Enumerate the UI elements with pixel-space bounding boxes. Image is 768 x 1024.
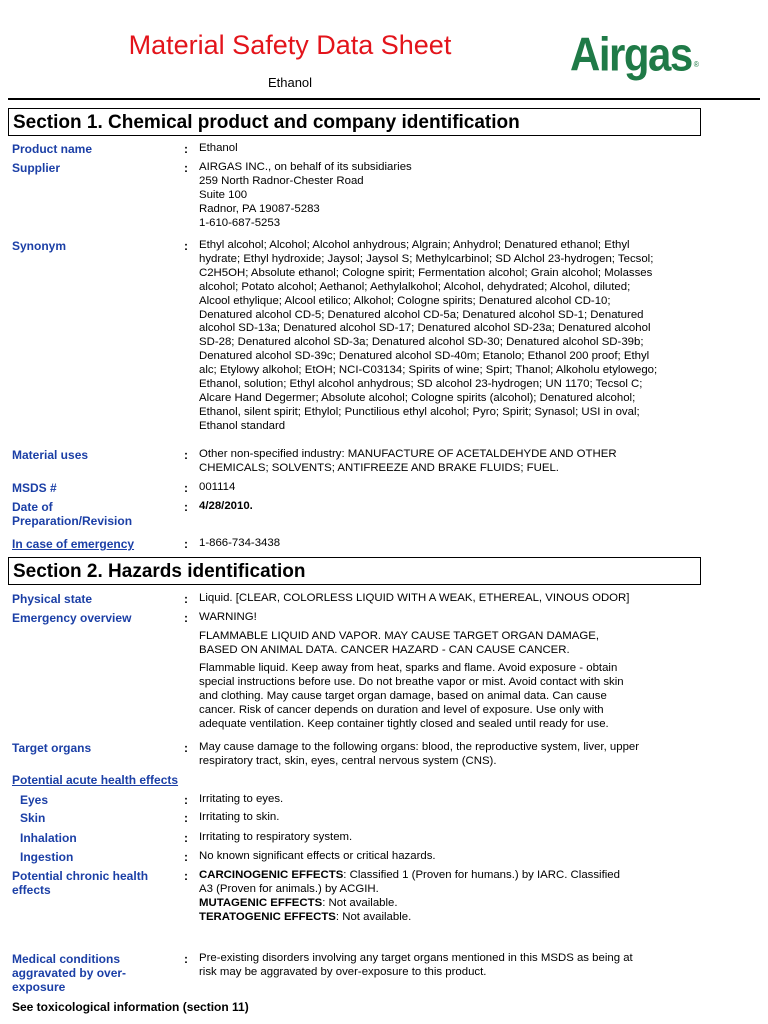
hazard-statement [199, 630, 704, 658]
material-uses-value [199, 448, 704, 476]
colon: : [184, 741, 188, 755]
synonym-line: alcohol SD-13a; Denatured alcohol SD-17; Denatured alcohol SD-23a; Denatured alcohol [199, 322, 651, 335]
colon: : [184, 161, 188, 175]
colon: : [184, 448, 188, 462]
registered-mark: ® [693, 61, 699, 70]
precaution-line: cancer. Risk of cancer depends on duration and level of exposure. Use only with [199, 703, 604, 716]
carcinogenic-text: : Classified 1 (Proven for humans.) by IARC. Classified [343, 869, 620, 881]
teratogenic-line [199, 911, 704, 925]
colon: : [184, 611, 188, 625]
hazard-line: FLAMMABLE LIQUID AND VAPOR. MAY CAUSE TARGET ORGAN DAMAGE, [199, 630, 600, 642]
colon: : [184, 811, 188, 825]
skin-value: Irritating to skin. [199, 811, 280, 823]
target-organs-value [199, 741, 704, 769]
carcinogenic-line: A3 (Proven for animals.) by ACGIH. [199, 882, 379, 895]
physical-state-label: Physical state [12, 592, 93, 606]
inhalation-label: Inhalation [20, 831, 77, 845]
colon: : [184, 850, 188, 864]
product-name-label: Product name [12, 142, 93, 156]
teratogenic-term: TERATOGENIC EFFECTS [199, 910, 336, 923]
medical-line: risk may be aggravated by over-exposure to this product. [199, 965, 487, 978]
date-value: 4/28/2010. [199, 500, 253, 512]
colon: : [184, 142, 188, 156]
emergency-link[interactable]: In case of emergency [12, 537, 135, 551]
medical-label-line: aggravated by over- [12, 966, 127, 980]
mutagenic-text: : Not available. [322, 896, 398, 909]
synonym-line: Alcare Hand Degermer; Absolute alcohol; Cologne spirits (alcohol); Denatured alcohol; [199, 391, 636, 404]
synonym-line: Denatured alcohol CD-5; Denatured alcohol CD-5a; Denatured alcohol SD-1; Denatured [199, 308, 644, 321]
precaution-statement [199, 662, 704, 732]
precaution-line: and clothing. May cause target organ damage, based on animal data. Can cause [199, 689, 607, 702]
supplier-label: Supplier [12, 161, 61, 175]
colon: : [184, 537, 188, 551]
synonym-line: Ethanol, silent spirit; Ethylol; Punctilious ethyl alcohol; Pyro; Spirit; Synasol; USI in oval; [199, 405, 640, 418]
synonym-line: SD-28; Denatured alcohol SD-3a; Denatured alcohol SD-30; Denatured alcohol SD-39b; [199, 336, 644, 349]
target-organs-line: respiratory tract, skin, eyes, central nervous system (CNS). [199, 754, 497, 767]
material-uses-line: Other non-specified industry: MANUFACTURE OF ACETALDEHYDE AND OTHER [199, 448, 617, 460]
supplier-phone: 1-610-687-5253 [199, 216, 281, 229]
ingestion-label: Ingestion [20, 850, 74, 864]
msds-number-value: 001114 [199, 481, 236, 493]
supplier-address [199, 161, 704, 231]
toxicology-reference: See toxicological information (section 11) [12, 1000, 249, 1014]
date-label-line: Date of [12, 500, 53, 514]
medical-conditions-value [199, 952, 704, 980]
emergency-warning: WARNING! [199, 611, 257, 623]
colon: : [184, 831, 188, 845]
colon: : [184, 500, 188, 514]
mutagenic-line [199, 897, 704, 911]
supplier-line: AIRGAS INC., on behalf of its subsidiaries [199, 161, 412, 173]
chronic-label-line: Potential chronic health [12, 869, 149, 883]
airgas-logo [570, 28, 697, 82]
synonym-line: hydrate; Ethyl hydroxide; Jaysol; Jaysol S; Methylcarbinol; SD Alchol 23-hydrogen; Tecsol; [199, 252, 654, 265]
supplier-line: 259 North Radnor-Chester Road [199, 174, 364, 187]
material-uses-line: CHEMICALS; SOLVENTS; ANTIFREEZE AND BRAKE FLUIDS; FUEL. [199, 461, 559, 474]
precaution-line: adequate ventilation. Keep container tightly closed and sealed until ready for use. [199, 717, 609, 730]
carcinogenic-term: CARCINOGENIC EFFECTS [199, 869, 344, 881]
chronic-effects-label [12, 869, 180, 897]
supplier-line: Radnor, PA 19087-5283 [199, 202, 320, 215]
inhalation-value: Irritating to respiratory system. [199, 831, 353, 843]
supplier-line: Suite 100 [199, 188, 248, 201]
mutagenic-term: MUTAGENIC EFFECTS [199, 896, 323, 909]
document-title: Material Safety Data Sheet [128, 30, 452, 60]
synonym-line: alcohol; Potato alcohol; Aethanol; Aethylalkohol; Alcohol, dehydrated; Alcohol, diluted; [199, 280, 631, 293]
section-2-heading: Section 2. Hazards identification [8, 557, 701, 585]
logo-text: Airgas [570, 28, 692, 81]
target-organs-line: May cause damage to the following organs: blood, the reproductive system, liver, upper [199, 741, 640, 753]
product-name-value: Ethanol [199, 142, 238, 154]
synonym-label: Synonym [12, 239, 67, 253]
skin-label: Skin [20, 811, 46, 825]
synonym-line: alc; Etylowy alkohol; EtOH; NCI-C03134; Spirits of wine; Spirt; Thanol; Alkoholu etylowego; [199, 364, 658, 377]
colon: : [184, 869, 188, 883]
carcinogenic-line [199, 869, 704, 883]
colon: : [184, 239, 188, 253]
acute-effects-link[interactable]: Potential acute health effects [12, 773, 179, 787]
header-divider [8, 98, 760, 100]
document-subtitle: Ethanol [267, 75, 313, 90]
emergency-phone: 1-866-734-3438 [199, 537, 281, 549]
precaution-line: special instructions before use. Do not breathe vapor or mist. Avoid contact with skin [199, 675, 624, 688]
colon: : [184, 481, 188, 495]
eyes-label: Eyes [20, 793, 49, 807]
section-1-heading: Section 1. Chemical product and company identification [8, 108, 701, 136]
target-organs-label: Target organs [12, 741, 92, 755]
synonym-line: C2H5OH; Absolute ethanol; Cologne spirit; Fermentation alcohol; Grain alcohol; Molasses [199, 266, 653, 279]
colon: : [184, 592, 188, 606]
medical-label-line: exposure [12, 980, 66, 994]
synonym-line: Denatured alcohol SD-39c; Denatured alcohol SD-40m; Etanolo; Ethanol 200 proof; Ethyl [199, 350, 650, 363]
precaution-line: Flammable liquid. Keep away from heat, sparks and flame. Avoid exposure - obtain [199, 662, 618, 674]
synonym-list [199, 239, 704, 434]
medical-label-line: Medical conditions [12, 952, 121, 966]
colon: : [184, 952, 188, 966]
colon: : [184, 793, 188, 807]
chronic-label-line: effects [12, 883, 51, 897]
date-label [12, 500, 180, 528]
synonym-line: Ethanol, solution; Ethyl alcohol anhydrous; SD alcohol 23-hydrogen; UN 1170; Tecsol C; [199, 378, 643, 391]
hazard-line: BASED ON ANIMAL DATA. CANCER HAZARD - CAN CAUSE CANCER. [199, 643, 570, 656]
medical-conditions-label [12, 952, 180, 994]
material-uses-label: Material uses [12, 448, 89, 462]
ingestion-value: No known significant effects or critical hazards. [199, 850, 436, 862]
medical-line: Pre-existing disorders involving any target organs mentioned in this MSDS as being at [199, 952, 633, 964]
date-label-line: Preparation/Revision [12, 514, 133, 528]
teratogenic-text: : Not available. [335, 910, 412, 923]
eyes-value: Irritating to eyes. [199, 793, 284, 805]
synonym-line: Ethanol standard [199, 419, 286, 432]
physical-state-value: Liquid. [CLEAR, COLORLESS LIQUID WITH A WEAK, ETHEREAL, VINOUS ODOR] [199, 592, 630, 604]
msds-number-label: MSDS # [12, 481, 57, 495]
synonym-line: Ethyl alcohol; Alcohol; Alcohol anhydrous; Algrain; Anhydrol; Denatured ethanol; Ethyl [199, 239, 630, 251]
synonym-line: Alcool ethylique; Alcool etilico; Alkohol; Cologne spirits; Denatured alcohol CD-10; [199, 294, 611, 307]
emergency-overview-label: Emergency overview [12, 611, 132, 625]
chronic-effects-value [199, 869, 704, 925]
